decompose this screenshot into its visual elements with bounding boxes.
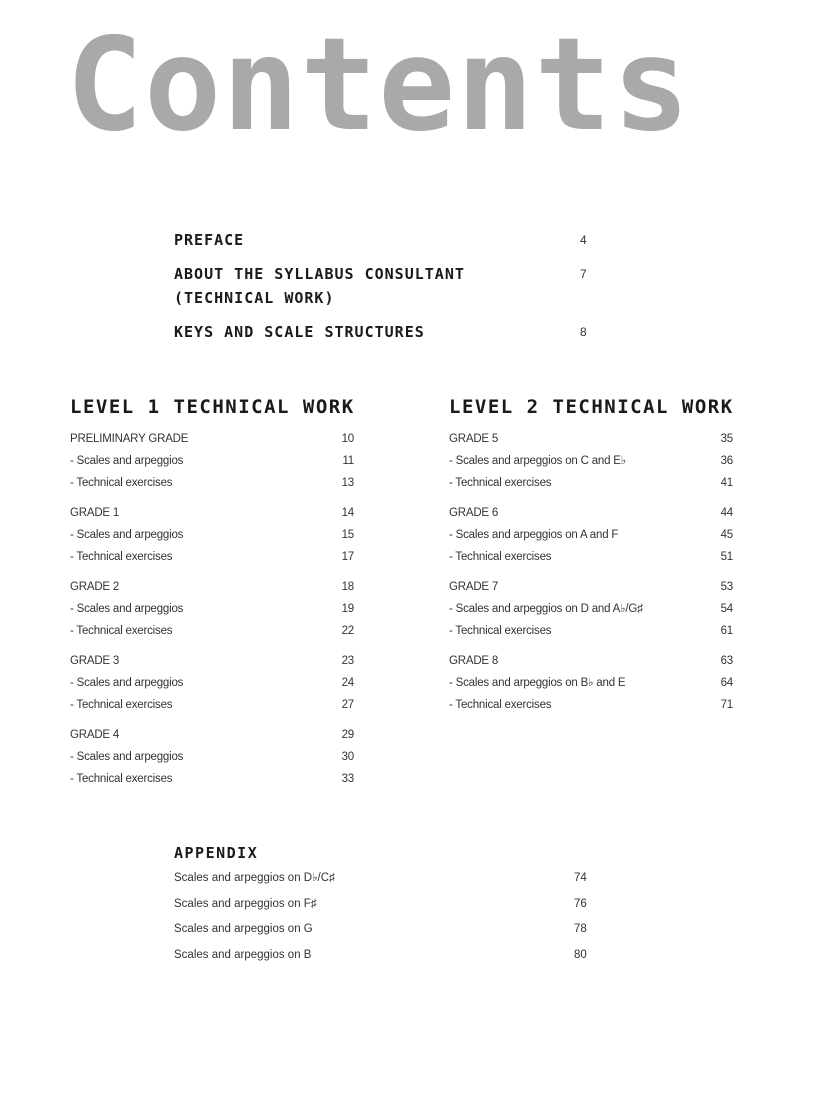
toc-entry-grade[interactable] [70,576,354,598]
page-number: 51 [720,551,733,563]
toc-entry-scales[interactable] [449,524,733,546]
level2-section [449,396,733,724]
page-number: 13 [341,477,354,489]
page-number: 15 [341,529,354,541]
toc-entry-grade[interactable] [70,502,354,524]
toc-entry-grade[interactable] [449,502,733,524]
page-number: 30 [341,751,354,763]
grade-title: GRADE 7 [449,581,499,593]
toc-entry-title: ABOUT THE SYLLABUS CONSULTANT (TECHNICAL WORK) [174,265,465,307]
toc-entry-exercises[interactable] [70,694,354,716]
grade-title: PRELIMINARY GRADE [70,433,189,445]
toc-entry-title: PREFACE [174,231,245,249]
toc-entry-keys-scale-structures[interactable] [174,320,594,344]
page-number: 53 [720,581,733,593]
entry-title: - Technical exercises [70,477,173,489]
toc-entry-preface[interactable] [174,228,594,252]
page-number: 44 [720,507,733,519]
toc-entry-scales[interactable] [70,450,354,472]
toc-entry-exercises[interactable] [449,546,733,568]
toc-entry-scales[interactable] [70,672,354,694]
entry-title: - Technical exercises [449,699,552,711]
page-number: 24 [341,677,354,689]
toc-entry-scales[interactable] [449,672,733,694]
page-number: 14 [341,507,354,519]
grade-group [70,650,354,716]
grade-title: GRADE 2 [70,581,120,593]
page-title: Contents [66,11,691,160]
toc-entry-exercises[interactable] [70,546,354,568]
toc-entry-exercises[interactable] [70,472,354,494]
toc-entry-exercises[interactable] [449,694,733,716]
entry-title: - Scales and arpeggios on C and E♭ [449,455,626,467]
entry-title: - Scales and arpeggios [70,677,184,689]
page-number: 11 [342,455,354,467]
grade-group [70,724,354,790]
toc-entry-scales[interactable] [70,598,354,620]
grade-title: GRADE 4 [70,729,120,741]
grade-group [449,428,733,494]
entry-title: - Scales and arpeggios on A and F [449,529,619,541]
toc-entry-scales[interactable] [70,746,354,768]
toc-entry-title: KEYS AND SCALE STRUCTURES [174,323,425,341]
entry-title: Scales and arpeggios on G [174,923,313,935]
entry-title: - Technical exercises [70,551,173,563]
entry-title: - Technical exercises [449,477,552,489]
toc-entry-syllabus-consultant[interactable] [174,262,594,310]
page-number: 61 [720,625,733,637]
toc-entry-appendix[interactable] [174,917,588,943]
page-number: 76 [574,897,587,910]
page-number: 74 [574,872,587,884]
level2-heading: LEVEL 2 TECHNICAL WORK [449,396,734,418]
toc-entry-grade[interactable] [70,724,354,746]
entry-title: - Technical exercises [70,625,173,637]
toc-entry-appendix[interactable] [174,866,588,892]
page-number: 45 [720,529,733,541]
entry-title: - Technical exercises [70,773,173,785]
entry-title: - Scales and arpeggios [70,603,184,615]
page-number: 17 [341,551,354,563]
toc-entry-page: 7 [580,267,588,281]
page-number: 27 [341,699,354,711]
toc-entry-grade[interactable] [70,428,354,450]
entry-title: - Technical exercises [449,625,552,637]
appendix-heading: APPENDIX [174,844,259,862]
entry-title: Scales and arpeggios on B [174,948,312,961]
toc-entry-appendix[interactable] [174,943,588,969]
entry-title: - Technical exercises [70,699,173,711]
page-number: 80 [574,948,587,961]
entry-title: Scales and arpeggios on D♭/C♯ [174,872,335,884]
page-number: 23 [341,655,354,667]
toc-entry-page: 4 [580,233,588,247]
grade-title: GRADE 3 [70,655,120,667]
toc-entry-appendix[interactable] [174,892,588,918]
toc-entry-scales[interactable] [70,524,354,546]
toc-entry-grade[interactable] [449,428,733,450]
front-matter [174,228,594,344]
appendix-section [174,844,588,968]
page-number: 41 [720,477,733,489]
toc-entry-exercises[interactable] [70,768,354,790]
toc-entry-page: 8 [580,325,588,339]
toc-entry-exercises[interactable] [449,472,733,494]
toc-entry-exercises[interactable] [449,620,733,642]
entry-title: Scales and arpeggios on F♯ [174,897,317,910]
page-number: 22 [341,625,354,637]
grade-group [449,576,733,642]
toc-entry-grade[interactable] [70,650,354,672]
page-number: 18 [341,581,354,593]
page-number: 63 [720,655,733,667]
level1-section [70,396,354,798]
toc-entry-grade[interactable] [449,576,733,598]
toc-entry-scales[interactable] [449,598,733,620]
entry-title: - Scales and arpeggios on B♭ and E [449,677,626,689]
grade-title: GRADE 1 [70,507,120,519]
toc-entry-scales[interactable] [449,450,733,472]
page-number: 33 [341,773,354,785]
entry-title: - Scales and arpeggios [70,455,184,467]
grade-group [70,576,354,642]
grade-group [70,502,354,568]
grade-title: GRADE 5 [449,433,499,445]
page-number: 19 [341,603,354,615]
toc-entry-grade[interactable] [449,650,733,672]
page-number: 36 [720,455,733,467]
page-number: 29 [341,729,354,741]
grade-group [449,502,733,568]
grade-title: GRADE 8 [449,655,499,667]
page-number: 10 [341,433,354,445]
entry-title: - Scales and arpeggios [70,751,184,763]
page-number: 78 [574,923,587,935]
entry-title: - Technical exercises [449,551,552,563]
grade-group [70,428,354,494]
entry-title: - Scales and arpeggios [70,529,184,541]
toc-entry-exercises[interactable] [70,620,354,642]
page-number: 54 [720,603,733,615]
level1-heading: LEVEL 1 TECHNICAL WORK [70,396,355,418]
page-number: 64 [720,677,733,689]
page-number: 35 [720,433,733,445]
entry-title: - Scales and arpeggios on D and A♭/G♯ [449,603,643,615]
grade-title: GRADE 6 [449,507,499,519]
grade-group [449,650,733,716]
page-number: 71 [720,699,733,711]
